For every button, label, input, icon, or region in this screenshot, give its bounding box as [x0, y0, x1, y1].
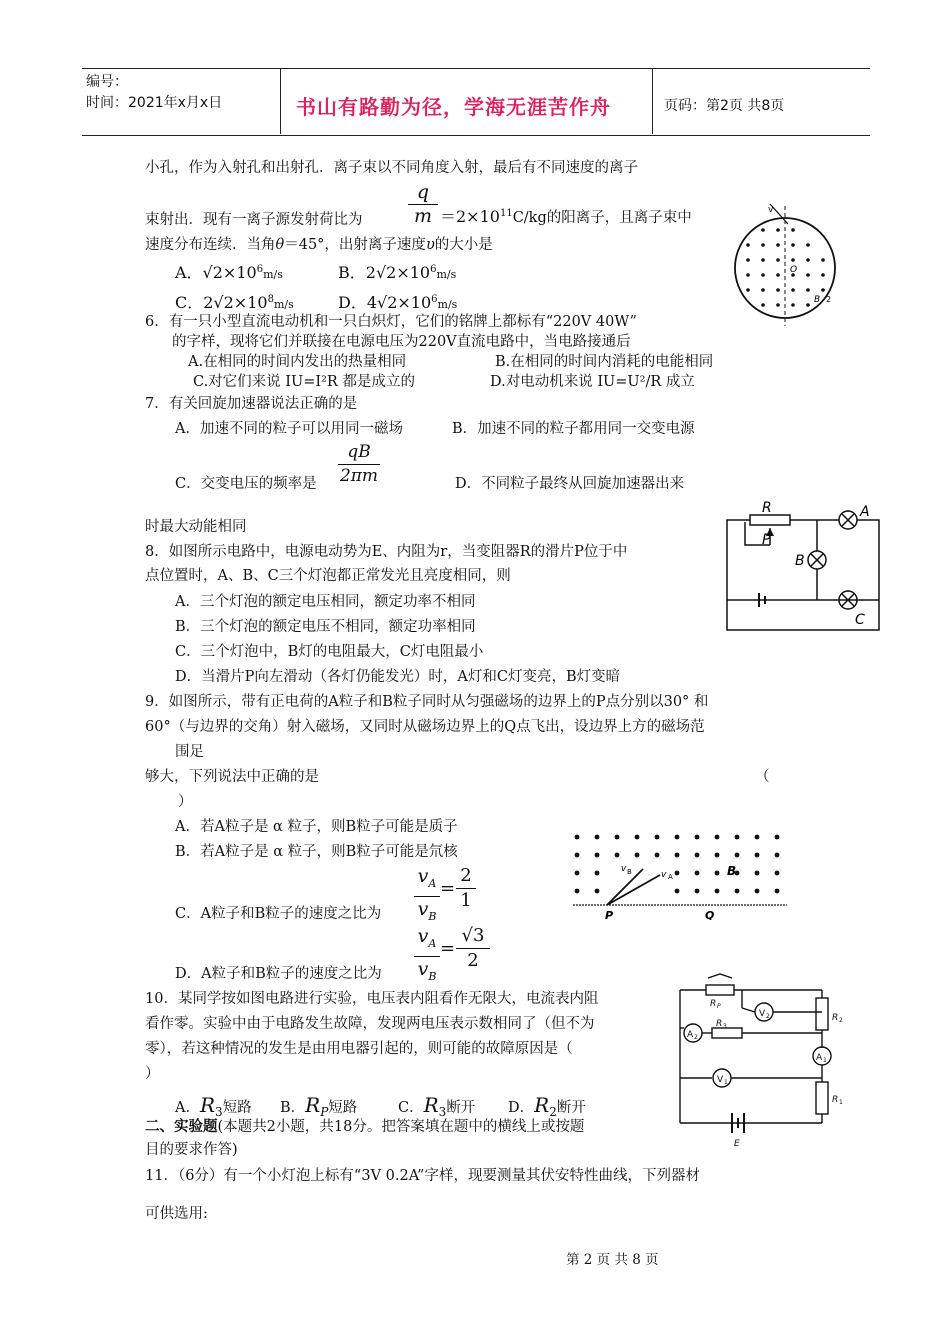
field-dot: [735, 889, 740, 894]
field-dot: [775, 835, 780, 840]
field-dot: [776, 243, 780, 247]
field-dot: [675, 835, 680, 840]
option-c: C.对它们来说 IU=I²R 都是成立的: [193, 374, 415, 390]
magnetic-field-circle-figure: [730, 198, 840, 328]
option-c: C．$R_3$断开: [398, 1093, 476, 1119]
field-dot: [615, 853, 620, 858]
figure-label: B: [627, 868, 632, 876]
figure-label: O: [790, 265, 798, 275]
text-line: $=2\times 10^{11}C/kg$的阳离子，且离子束中: [440, 206, 692, 226]
option-b: B．$2√2\times 10^6m/s$: [338, 262, 457, 282]
option-d: D．不同粒子最终从回旋加速器出来: [455, 476, 685, 492]
field-dot: [806, 273, 810, 277]
text-line: 的字样，现将它们并联接在电源电压为220V直流电路中，当电路接通后: [172, 334, 631, 350]
field-dot: [775, 889, 780, 894]
figure-label: 1: [724, 1079, 728, 1086]
equals-sign: =: [440, 878, 456, 899]
option-c: C．交变电压的频率是: [175, 476, 317, 492]
field-dot: [791, 258, 795, 262]
option-a: A．加速不同的粒子可以用同一磁场: [175, 421, 403, 437]
field-dot: [761, 273, 765, 277]
figure-label: E: [734, 1139, 740, 1148]
option-a: A.在相同的时间内发出的热量相同: [188, 354, 407, 370]
figure-label: A: [687, 1030, 694, 1040]
field-dot: [715, 889, 720, 894]
field-dot: [655, 835, 660, 840]
answer-paren: ）: [178, 794, 193, 810]
text-line: 点位置时，A、B、C三个灯泡都正常发光且亮度相同，则: [145, 568, 511, 584]
field-dot: [791, 288, 795, 292]
question-8: 8．如图所示电路中，电源电动势为E、内阻为r，当变阻器R的滑片P位于中: [145, 544, 628, 560]
figure-label: B: [814, 295, 821, 305]
figure-label: P: [717, 1003, 721, 1010]
page-code: 页码：第2页 共8页: [664, 98, 785, 114]
field-dot: [575, 871, 580, 876]
option-d: D．当滑片P向左滑动（各灯仍能发光）时，A灯和C灯变亮，B灯变暗: [175, 669, 621, 685]
text-line: 够大，下列说法中正确的是: [145, 769, 319, 785]
figure-label: A: [860, 504, 870, 520]
figure-label: R: [716, 1019, 723, 1029]
field-dot: [776, 273, 780, 277]
velocity-ratio-fraction: $v_A$ $v_B$: [414, 924, 440, 989]
circuit-figure-q8: [715, 500, 885, 635]
time-label: 时间：2021年x月x日: [86, 95, 223, 111]
answer-paren: （: [755, 769, 770, 785]
option-a: A．三个灯泡的额定电压相同，额定功率不相同: [175, 594, 476, 610]
option-b: B．若A粒子是 α 粒子，则B粒子可能是氘核: [175, 844, 458, 860]
field-dot: [675, 889, 680, 894]
field-dot: [695, 889, 700, 894]
option-a: A．若A粒子是 α 粒子，则B粒子可能是质子: [175, 819, 458, 835]
figure-label: R: [710, 999, 717, 1009]
field-dot: [761, 288, 765, 292]
field-dot: [755, 853, 760, 858]
field-dot: [791, 243, 795, 247]
field-dot: [595, 853, 600, 858]
question-9: 9．如图所示，带有正电荷的A粒子和B粒子同时从匀强磁场的边界上的P点分别以30° 和: [145, 694, 709, 710]
figure-label: 1: [823, 1057, 827, 1064]
field-dot: [675, 853, 680, 858]
field-dot: [695, 835, 700, 840]
option-d: D.对电动机来说 IU=U²/R 成立: [490, 374, 695, 390]
option-d: D．$R_2$断开: [508, 1093, 586, 1119]
ratio-value: √3 2: [456, 924, 490, 973]
field-dot: [655, 853, 660, 858]
equals-sign: =: [440, 938, 456, 959]
text-line: 目的要求作答): [145, 1142, 238, 1158]
figure-label: R: [832, 1095, 839, 1105]
figure-label: v: [621, 864, 627, 874]
field-dot: [761, 228, 765, 232]
figure-label: A: [668, 873, 673, 881]
charge-ratio-fraction: q m: [408, 180, 438, 227]
field-dot: [595, 835, 600, 840]
figure-label: V: [717, 1075, 724, 1085]
field-dot: [806, 303, 810, 307]
field-dot: [821, 273, 825, 277]
figure-label: 2: [839, 1017, 843, 1024]
field-dot: [695, 871, 700, 876]
header-divider: [652, 68, 653, 134]
field-dot: [791, 228, 795, 232]
field-dot: [735, 835, 740, 840]
field-dot: [791, 303, 795, 307]
text-line: 小孔，作为入射孔和出射孔．离子束以不同角度入射，最后有不同速度的离子: [145, 160, 638, 176]
figure-label: R: [762, 500, 772, 516]
text-line: ）: [145, 1066, 160, 1082]
field-dot: [595, 889, 600, 894]
option-a: A．$√2\times 10^6m/s$: [175, 262, 283, 282]
field-dot: [575, 853, 580, 858]
figure-label: 1: [839, 1099, 843, 1106]
field-dot: [821, 258, 825, 262]
field-dot: [761, 258, 765, 262]
option-c: C．$2√2\times 10^8m/s$: [175, 292, 294, 312]
text-line: 60°（与边界的交角）射入磁场，又同时从磁场边界上的Q点飞出，设边界上方的磁场范: [145, 719, 705, 735]
figure-label: v: [768, 205, 774, 215]
figure-label: V: [759, 1009, 766, 1019]
figure-label: 3: [723, 1023, 727, 1030]
field-dot: [775, 871, 780, 876]
option-b: B．$R_P$短路: [280, 1093, 358, 1119]
field-dot: [575, 835, 580, 840]
question-11: 11．（6分）有一个小灯泡上标有“3V 0.2A”字样，现要测量其伏安特性曲线，下列器材: [145, 1168, 700, 1184]
field-dot: [715, 853, 720, 858]
text-line: 束射出．现有一离子源发射荷比为: [145, 212, 363, 228]
field-dot: [806, 288, 810, 292]
field-dot: [675, 871, 680, 876]
option-d: D．A粒子和B粒子的速度之比为: [175, 966, 382, 982]
field-dot: [715, 871, 720, 876]
field-dot: [776, 228, 780, 232]
question-6: 6．有一只小型直流电动机和一只白炽灯，它们的铭牌上都标有“220V 40W”: [145, 314, 637, 330]
field-dot: [761, 303, 765, 307]
field-dot: [775, 853, 780, 858]
figure-label: P: [605, 909, 614, 920]
figure-label: v: [661, 870, 667, 880]
field-dot: [746, 288, 750, 292]
field-dot: [776, 288, 780, 292]
figure-label: P: [762, 532, 771, 548]
magnetic-field-boundary-figure: [565, 825, 795, 920]
field-dot: [735, 853, 740, 858]
option-b: B．加速不同的粒子都用同一交变电源: [452, 421, 695, 437]
figure-label: 2: [694, 1034, 698, 1041]
text-line: 围足: [175, 744, 204, 760]
text-line: 看作零。实验中由于电路发生故障，发现两电压表示数相同了（但不为: [145, 1016, 595, 1032]
field-dot: [806, 258, 810, 262]
field-dot: [755, 889, 760, 894]
page-footer: 第 2 页 共 8 页: [566, 1252, 659, 1268]
text-line: 速度分布连续．当角θ＝45°，出射离子速度υ的大小是: [145, 237, 493, 253]
figure-label: A: [816, 1053, 823, 1063]
circuit-figure-q10: [672, 968, 857, 1148]
question-10: 10．某同学按如图电路进行实验，电压表内阻看作无限大，电流表内阻: [145, 991, 599, 1007]
question-7: 7．有关回旋加速器说法正确的是: [145, 396, 358, 412]
option-b: B.在相同的时间内消耗的电能相同: [495, 354, 714, 370]
field-dot: [806, 243, 810, 247]
field-dot: [776, 303, 780, 307]
velocity-ratio-fraction: $v_A$ $v_B$: [414, 864, 440, 929]
field-dot: [821, 288, 825, 292]
field-dot: [575, 889, 580, 894]
field-dot: [695, 853, 700, 858]
frequency-fraction: qB 2πm: [339, 442, 379, 486]
field-dot: [746, 243, 750, 247]
field-dot: [635, 853, 640, 858]
figure-label: B: [795, 553, 805, 569]
field-dot: [615, 835, 620, 840]
field-dot: [755, 871, 760, 876]
text-line: 时最大动能相同: [145, 519, 247, 535]
field-dot: [715, 835, 720, 840]
figure-label: Q: [705, 909, 715, 920]
field-dot: [761, 243, 765, 247]
figure-label: 2: [766, 1013, 770, 1020]
motto: 书山有路勤为径，学海无涯苦作舟: [296, 95, 611, 119]
option-a: A．$R_3$短路: [175, 1093, 252, 1119]
figure-label: B: [727, 864, 737, 878]
figure-label: 2: [826, 295, 832, 304]
field-dot: [746, 258, 750, 262]
option-b: B．三个灯泡的额定电压不相同，额定功率相同: [175, 619, 476, 635]
field-dot: [755, 835, 760, 840]
figure-label: R: [832, 1013, 839, 1023]
figure-label: C: [855, 612, 865, 628]
text-line: 可供选用:: [145, 1206, 208, 1222]
option-c: C．A粒子和B粒子的速度之比为: [175, 906, 382, 922]
header-divider: [280, 68, 281, 134]
option-d: D．$4√2\times 10^6m/s$: [338, 292, 458, 312]
option-c: C．三个灯泡中，B灯的电阻最大，C灯电阻最小: [175, 644, 484, 660]
field-dot: [635, 835, 640, 840]
section-heading: 二、实验题(本题共2小题，共18分。把答案填在题中的横线上或按题: [145, 1118, 585, 1135]
field-dot: [776, 258, 780, 262]
number-label: 编号：: [86, 74, 128, 90]
field-dot: [595, 871, 600, 876]
field-dot: [746, 273, 750, 277]
ratio-value: 2 1: [456, 864, 476, 913]
text-line: 零），若这种情况的发生是由用电器引起的，则可能的故障原因是（: [145, 1041, 573, 1057]
